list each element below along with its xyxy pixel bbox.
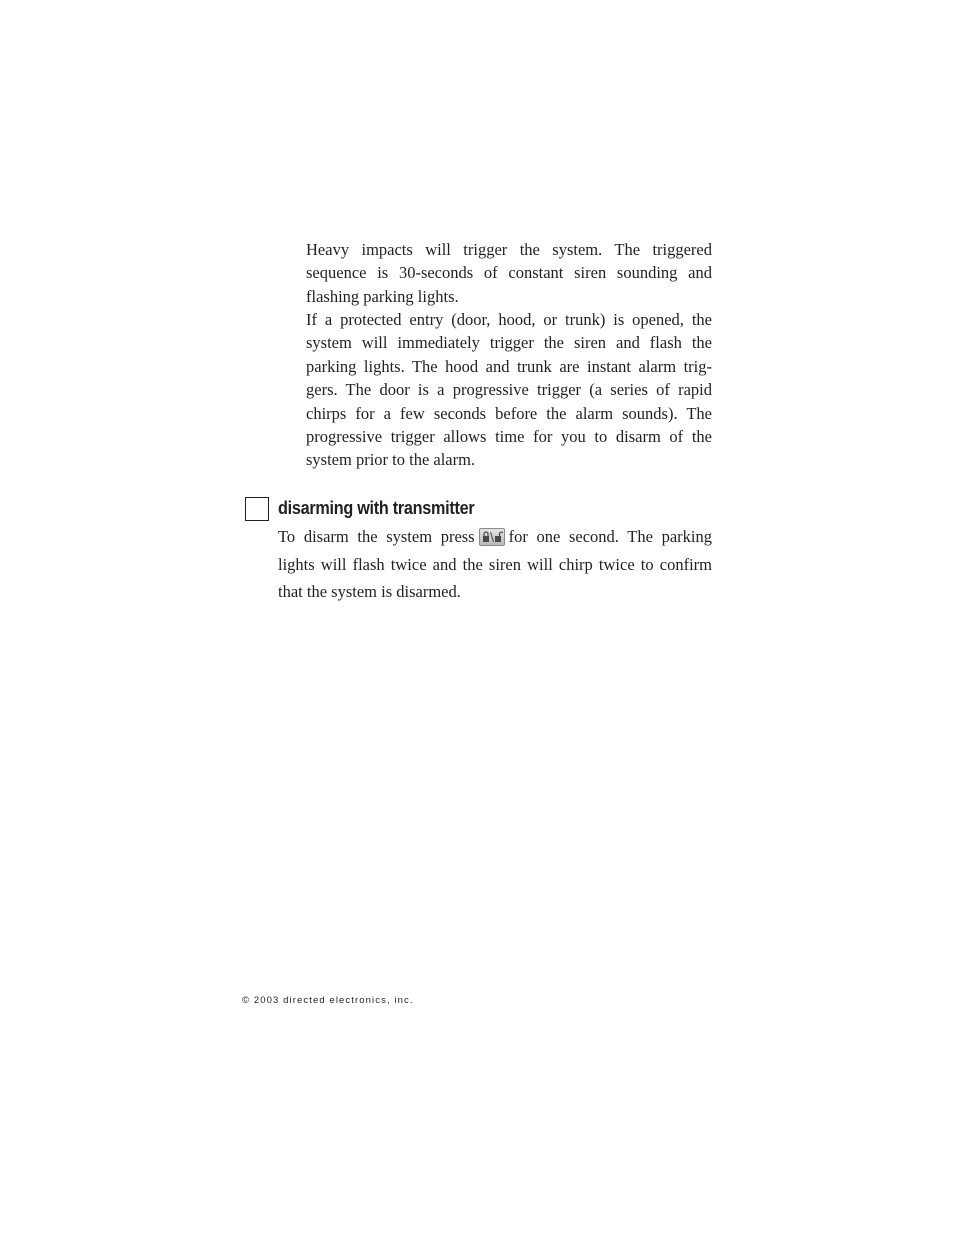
section-checkbox (245, 497, 269, 521)
disarm-text-after: for one second. The parking lights will flash twice and the siren will chirp twice to confirm that the system is disarmed. (278, 527, 712, 602)
body-paragraph-protected-entry: If a protected entry (door, hood, or trunk) is opened, the system will immediately trigger the siren and flash the parking lights. The hood and trunk are instant alarm trig-gers. The door is a progressive trigger (a series of rapid chirps for a few seconds before the alarm sounds). The progressive trigger allows time for you to disarm of the system prior to the alarm. (306, 310, 712, 470)
lock-unlock-icon (479, 528, 505, 546)
section-heading: disarming with transmitter (278, 498, 475, 518)
footer-copyright: © 2003 directed electronics, inc. (242, 995, 414, 1006)
body-paragraph-impacts: Heavy impacts will trigger the system. The triggered sequence is 30-seconds of constant siren sounding and flashing parking lights. (306, 240, 712, 306)
disarm-paragraph (278, 523, 712, 606)
disarm-text-before: To disarm the system press (278, 527, 475, 546)
